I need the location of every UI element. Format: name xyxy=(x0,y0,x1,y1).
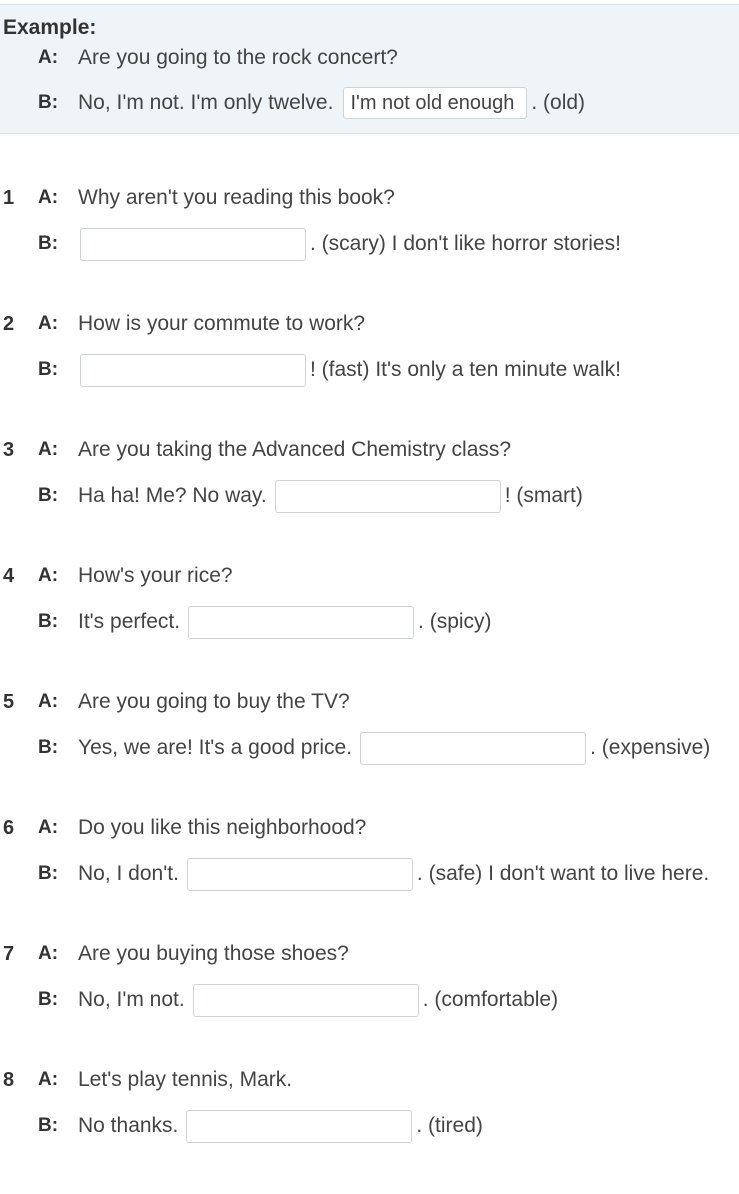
question-a-text: Let's play tennis, Mark. xyxy=(78,1068,293,1091)
speaker-label: A: xyxy=(38,439,59,460)
question-b-content xyxy=(78,732,710,765)
question-b-hint: . (expensive) xyxy=(590,736,711,759)
question-b-text: Ha ha! Me? No way. xyxy=(78,484,267,507)
question-number: 5 xyxy=(3,691,15,713)
speaker-label: A: xyxy=(38,47,59,68)
speaker-label: A: xyxy=(38,565,59,586)
speaker-label: B: xyxy=(38,359,59,380)
question-number: 6 xyxy=(3,817,15,839)
speaker-label: A: xyxy=(38,943,59,964)
question-b-hint: . (tired) xyxy=(416,1114,483,1137)
speaker-label: B: xyxy=(38,611,59,632)
speaker-label: B: xyxy=(38,737,59,758)
question-b-text: It's perfect. xyxy=(78,610,181,633)
question-number: 4 xyxy=(3,565,15,587)
example-b-hint: . (old) xyxy=(531,91,586,114)
question-a-text: Do you like this neighborhood? xyxy=(78,816,367,839)
question-b-hint: . (spicy) xyxy=(418,610,492,633)
speaker-label: A: xyxy=(38,187,59,208)
speaker-label: A: xyxy=(38,691,59,712)
question-b-content xyxy=(78,606,492,639)
answer-input-4[interactable] xyxy=(188,606,414,639)
question-b-content xyxy=(78,480,583,513)
question-b-text: No, I don't. xyxy=(78,862,179,885)
speaker-label: A: xyxy=(38,313,59,334)
question-b-content xyxy=(78,858,709,891)
question-b-hint: . (safe) I don't want to live here. xyxy=(416,862,710,885)
question-number: 7 xyxy=(3,943,15,965)
question-number: 1 xyxy=(3,187,15,209)
answer-input-8[interactable] xyxy=(186,1110,412,1143)
speaker-label: B: xyxy=(38,989,59,1010)
question-a-text: How's your rice? xyxy=(78,564,233,587)
example-title: Example: xyxy=(3,16,97,39)
answer-input-1[interactable] xyxy=(80,228,306,261)
question-b-hint: ! (fast) It's only a ten minute walk! xyxy=(310,358,621,381)
question-a-text: Are you taking the Advanced Chemistry class? xyxy=(78,438,512,461)
question-b-text: No thanks. xyxy=(78,1114,179,1137)
question-a-text: Why aren't you reading this book? xyxy=(78,186,395,209)
speaker-label: B: xyxy=(38,485,59,506)
question-a-text: Are you going to buy the TV? xyxy=(78,690,350,713)
question-a-text: How is your commute to work? xyxy=(78,312,366,335)
answer-input-7[interactable] xyxy=(193,984,419,1017)
question-b-content xyxy=(78,228,621,261)
question-a-text: Are you buying those shoes? xyxy=(78,942,349,965)
example-b-content xyxy=(78,87,585,119)
question-b-hint: . (comfortable) xyxy=(422,988,559,1011)
question-b-content xyxy=(78,354,621,387)
question-b-hint: ! (smart) xyxy=(504,484,583,507)
answer-input-3[interactable] xyxy=(275,480,501,513)
answer-input-2[interactable] xyxy=(80,354,306,387)
speaker-label: B: xyxy=(38,1115,59,1136)
question-b-content xyxy=(78,984,558,1017)
speaker-label: B: xyxy=(38,233,59,254)
question-number: 2 xyxy=(3,313,15,335)
speaker-label: A: xyxy=(38,1069,59,1090)
example-a-text: Are you going to the rock concert? xyxy=(78,46,398,69)
question-number: 8 xyxy=(3,1069,15,1091)
question-number: 3 xyxy=(3,439,15,461)
example-box xyxy=(0,4,739,134)
example-answer-box: I'm not old enough xyxy=(343,87,527,119)
question-b-hint: . (scary) I don't like horror stories! xyxy=(310,232,621,255)
speaker-label: B: xyxy=(38,92,59,113)
answer-input-5[interactable] xyxy=(360,732,586,765)
example-b-text: No, I'm not. I'm only twelve. xyxy=(78,91,334,114)
speaker-label: B: xyxy=(38,863,59,884)
question-b-content xyxy=(78,1110,483,1143)
speaker-label: A: xyxy=(38,817,59,838)
question-b-text: No, I'm not. xyxy=(78,988,185,1011)
answer-input-6[interactable] xyxy=(187,858,413,891)
question-b-text: Yes, we are! It's a good price. xyxy=(78,736,353,759)
